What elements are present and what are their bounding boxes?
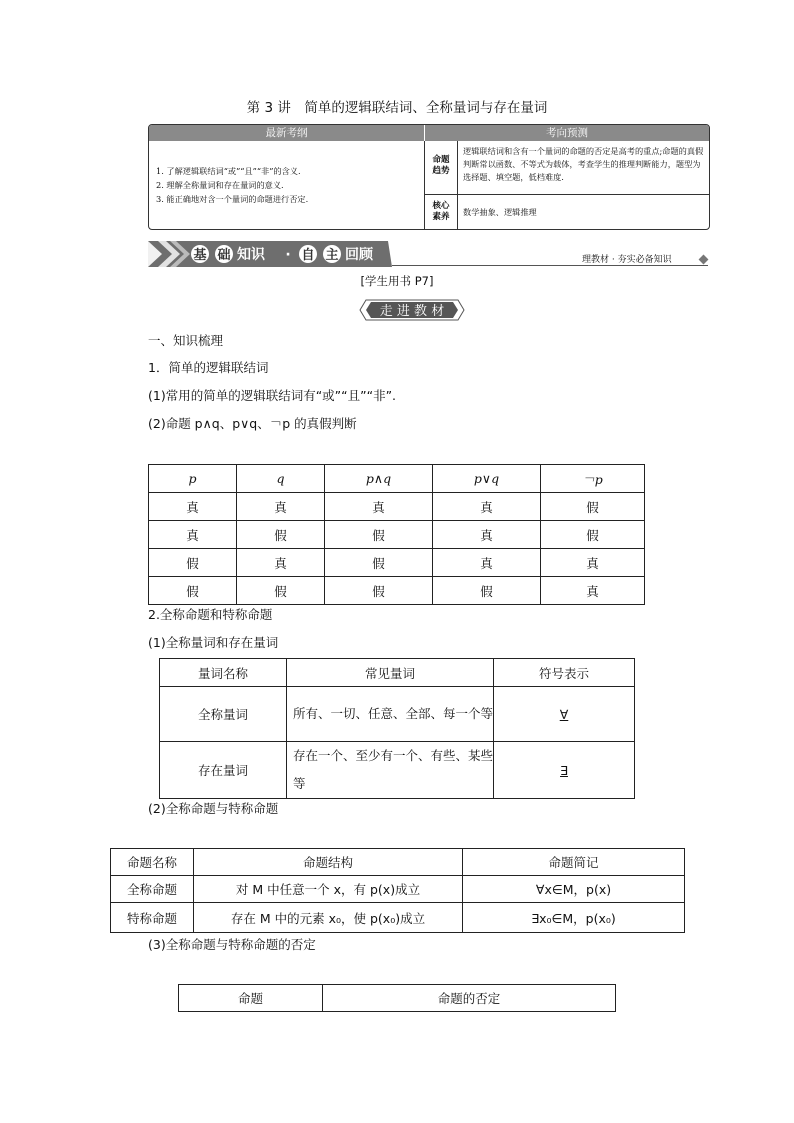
trend-label-line: 趋势 (432, 166, 450, 176)
table-header-row (149, 465, 645, 493)
table-header-cell: p∨q (433, 465, 541, 493)
core-text: 数学抽象、逻辑推理 (463, 207, 537, 217)
core-label-line: 核心 (432, 201, 450, 211)
trend-label-line: 命题 (432, 155, 450, 165)
truth-table (148, 464, 645, 605)
table-cell: 真 (433, 493, 541, 521)
banner-char: 知识 (237, 247, 265, 263)
table-cell: 真 (237, 493, 325, 521)
table-cell: 假 (149, 549, 237, 577)
divider (457, 141, 458, 229)
table-header-cell: 常见量词 (287, 659, 494, 687)
table-row (160, 742, 635, 799)
table-cell: 假 (325, 577, 433, 605)
banner-rule (392, 265, 708, 266)
table-header-cell: 符号表示 (494, 659, 635, 687)
outline-left-header: 最新考纲 (149, 125, 424, 141)
paragraph: (3)全称命题与特称命题的否定 (148, 937, 316, 952)
paragraph: (2)全称命题与特称命题 (148, 801, 279, 816)
table-row (111, 876, 685, 903)
table-header-row (160, 659, 635, 687)
table-row (111, 903, 685, 933)
table-cell: ∀x∈M，p(x) (463, 876, 685, 903)
trend-text: 逻辑联结词和含有一个量词的命题的否定是高考的重点;命题的真假判断常以函数、不等式为载体，考查学生的推理判断能力，题型为选择题、填空题，低档难度. (463, 146, 704, 182)
table-cell: 存在量词 (160, 742, 287, 799)
table-cell: 存在一个、至少有一个、有些、某些等 (287, 742, 494, 799)
table-cell: ∃x₀∈M，p(x₀) (463, 903, 685, 933)
banner-char: · (285, 247, 291, 263)
table-cell: 真 (149, 521, 237, 549)
table-header-cell: ￢p (541, 465, 645, 493)
negation-table (178, 984, 616, 1012)
divider (424, 194, 709, 195)
table-cell: ∃ (494, 742, 635, 799)
core-label (425, 201, 457, 223)
table-cell: 假 (325, 549, 433, 577)
table-header-cell: 命题 (179, 985, 323, 1012)
page-title: 第 3 讲 简单的逻辑联结词、全称量词与存在量词 (246, 100, 548, 116)
trend-label (425, 155, 457, 177)
table-header-cell: 命题简记 (463, 849, 685, 876)
table-header-cell: p∧q (325, 465, 433, 493)
table-cell: 假 (433, 577, 541, 605)
book-reference: [学生用书 P7] (360, 274, 434, 288)
table-header-cell: q (237, 465, 325, 493)
paragraph: (1)全称量词和存在量词 (148, 635, 279, 650)
table-cell: 全称量词 (160, 687, 287, 742)
banner-slogan: 理教材 · 夯实必备知识 (582, 255, 672, 265)
table-cell: 真 (325, 493, 433, 521)
table-cell: ∀ (494, 687, 635, 742)
table-cell: 真 (149, 493, 237, 521)
table-row (160, 687, 635, 742)
exam-outline-box (148, 124, 710, 230)
core-label-line: 素养 (432, 212, 450, 222)
section-banner (148, 241, 392, 267)
banner-char: 自 (301, 248, 315, 263)
table-cell: 真 (237, 549, 325, 577)
outline-requirements (149, 141, 424, 229)
banner-char: 回顾 (345, 247, 373, 263)
table-header-cell: p (149, 465, 237, 493)
table-cell: 假 (325, 521, 433, 549)
table-header-cell: 命题名称 (111, 849, 194, 876)
table-cell: 假 (541, 521, 645, 549)
table-cell: 真 (433, 549, 541, 577)
table-header-row (111, 849, 685, 876)
table-cell: 存在 M 中的元素 x₀，使 p(x₀)成立 (194, 903, 463, 933)
subsection-heading: 2.全称命题和特称命题 (148, 607, 273, 622)
table-cell: 对 M 中任意一个 x，有 p(x)成立 (194, 876, 463, 903)
diamond-icon (699, 255, 709, 265)
badge-text: 走 进 教 材 (379, 304, 445, 319)
table-cell: 所有、一切、任意、全部、每一个等 (287, 687, 494, 742)
banner-char: 基 (193, 248, 207, 263)
outline-right-header: 考向预测 (425, 125, 709, 141)
table-cell: 特称命题 (111, 903, 194, 933)
banner-char: 础 (217, 248, 231, 263)
table-cell: 真 (541, 549, 645, 577)
paragraph: (2)命题 p∧q、p∨q、￢p 的真假判断 (148, 416, 357, 431)
table-row (149, 549, 645, 577)
section-badge (358, 298, 466, 322)
quantifier-table (159, 658, 635, 799)
table-cell: 假 (237, 521, 325, 549)
table-cell: 真 (433, 521, 541, 549)
table-header-cell: 命题结构 (194, 849, 463, 876)
outline-item: 2. 理解全称量词和存在量词的意义. (156, 180, 284, 190)
table-header-cell: 命题的否定 (323, 985, 616, 1012)
banner-char: 主 (325, 248, 339, 263)
table-header-cell: 量词名称 (160, 659, 287, 687)
subsection-heading: 1．简单的逻辑联结词 (148, 360, 269, 375)
table-row (149, 521, 645, 549)
outline-item: 3. 能正确地对含一个量词的命题进行否定. (156, 194, 309, 204)
paragraph: (1)常用的简单的逻辑联结词有“或”“且”“非”. (148, 388, 397, 403)
outline-item: 1. 了解逻辑联结词“或”“且”“非”的含义. (156, 166, 301, 176)
table-cell: 假 (149, 577, 237, 605)
table-row (149, 577, 645, 605)
table-cell: 全称命题 (111, 876, 194, 903)
proposition-table (110, 848, 685, 933)
table-row (149, 493, 645, 521)
section-heading: 一、知识梳理 (148, 333, 224, 348)
table-cell: 假 (237, 577, 325, 605)
table-header-row (179, 985, 616, 1012)
table-cell: 假 (541, 493, 645, 521)
table-cell: 真 (541, 577, 645, 605)
